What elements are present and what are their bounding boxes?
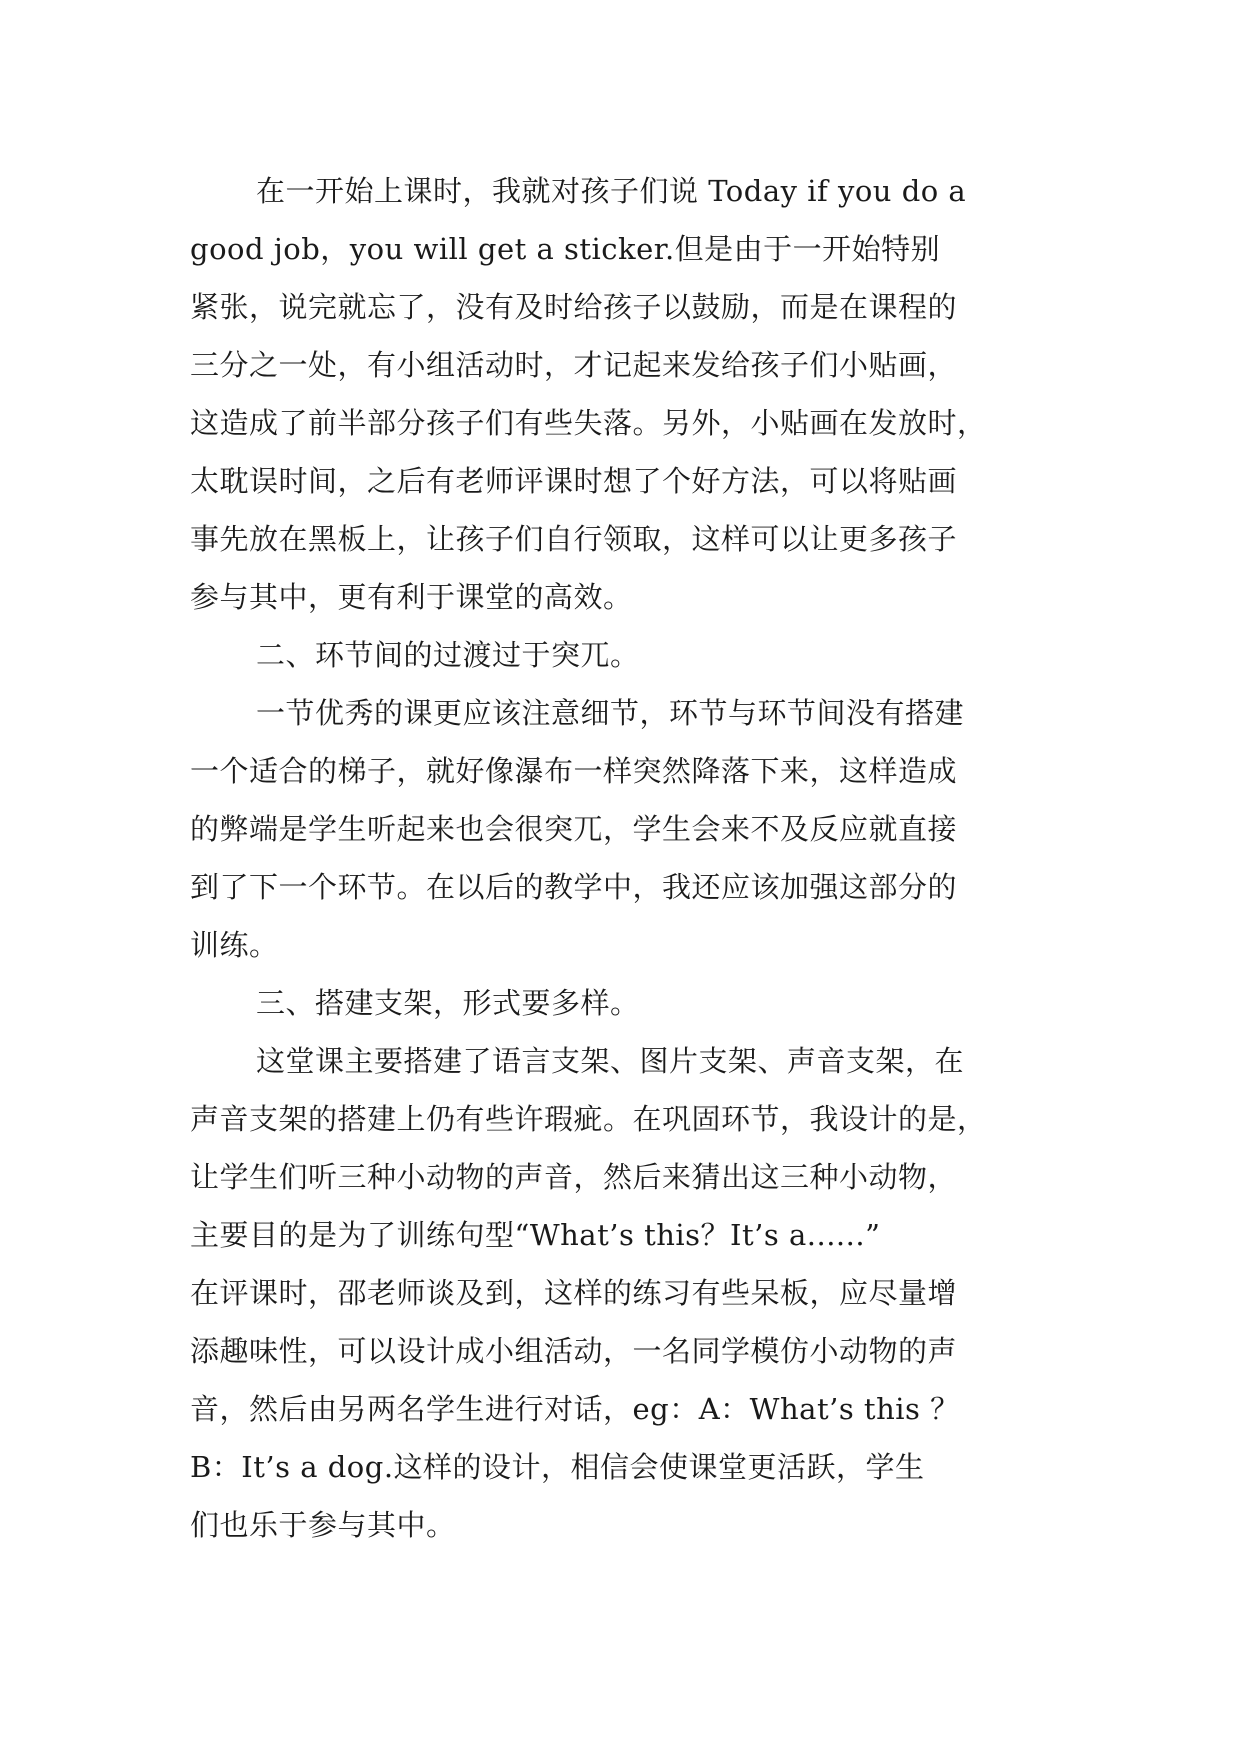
paragraph-line: 三分之一处，有小组活动时，才记起来发给孩子们小贴画， bbox=[190, 348, 958, 382]
paragraph-line: 们也乐于参与其中。 bbox=[190, 1508, 456, 1542]
paragraph-line: 紧张，说完就忘了，没有及时给孩子以鼓励，而是在课程的 bbox=[190, 290, 958, 324]
paragraph-line: 音，然后由另两名学生进行对话，eg：A：What’s this ？ bbox=[190, 1392, 960, 1426]
paragraph-line: 的弊端是学生听起来也会很突兀，学生会来不及反应就直接 bbox=[190, 812, 958, 846]
document-body bbox=[190, 162, 1075, 1554]
paragraph-line: 在评课时，邵老师谈及到，这样的练习有些呆板，应尽量增 bbox=[190, 1276, 958, 1310]
paragraph-line: good job，you will get a sticker.但是由于一开始特别 bbox=[190, 232, 941, 266]
paragraph-line: 事先放在黑板上，让孩子们自行领取，这样可以让更多孩子 bbox=[190, 522, 958, 556]
paragraph-line: 这造成了前半部分孩子们有些失落。另外，小贴画在发放时， bbox=[190, 406, 987, 440]
section-heading: 二、环节间的过渡过于突兀。 bbox=[256, 638, 640, 672]
paragraph-line: 太耽误时间，之后有老师评课时想了个好方法，可以将贴画 bbox=[190, 464, 958, 498]
section-heading: 三、搭建支架，形式要多样。 bbox=[256, 986, 640, 1020]
paragraph-line: 到了下一个环节。在以后的教学中，我还应该加强这部分的 bbox=[190, 870, 958, 904]
paragraph-line: 训练。 bbox=[190, 928, 279, 962]
paragraph-line: 主要目的是为了训练句型“What’s this？It’s a......” bbox=[190, 1218, 881, 1252]
paragraph-line: 让学生们听三种小动物的声音，然后来猜出这三种小动物， bbox=[190, 1160, 958, 1194]
paragraph-line: 在一开始上课时，我就对孩子们说 Today if you do a bbox=[256, 174, 967, 208]
paragraph-line: 一个适合的梯子，就好像瀑布一样突然降落下来，这样造成 bbox=[190, 754, 958, 788]
paragraph-line: B：It’s a dog.这样的设计，相信会使课堂更活跃，学生 bbox=[190, 1450, 925, 1484]
paragraph-line: 一节优秀的课更应该注意细节，环节与环节间没有搭建 bbox=[256, 696, 965, 730]
paragraph-line: 这堂课主要搭建了语言支架、图片支架、声音支架，在 bbox=[256, 1044, 965, 1078]
paragraph-line: 声音支架的搭建上仍有些许瑕疵。在巩固环节，我设计的是， bbox=[190, 1102, 987, 1136]
paragraph-line: 添趣味性，可以设计成小组活动，一名同学模仿小动物的声 bbox=[190, 1334, 958, 1368]
paragraph-line: 参与其中，更有利于课堂的高效。 bbox=[190, 580, 633, 614]
